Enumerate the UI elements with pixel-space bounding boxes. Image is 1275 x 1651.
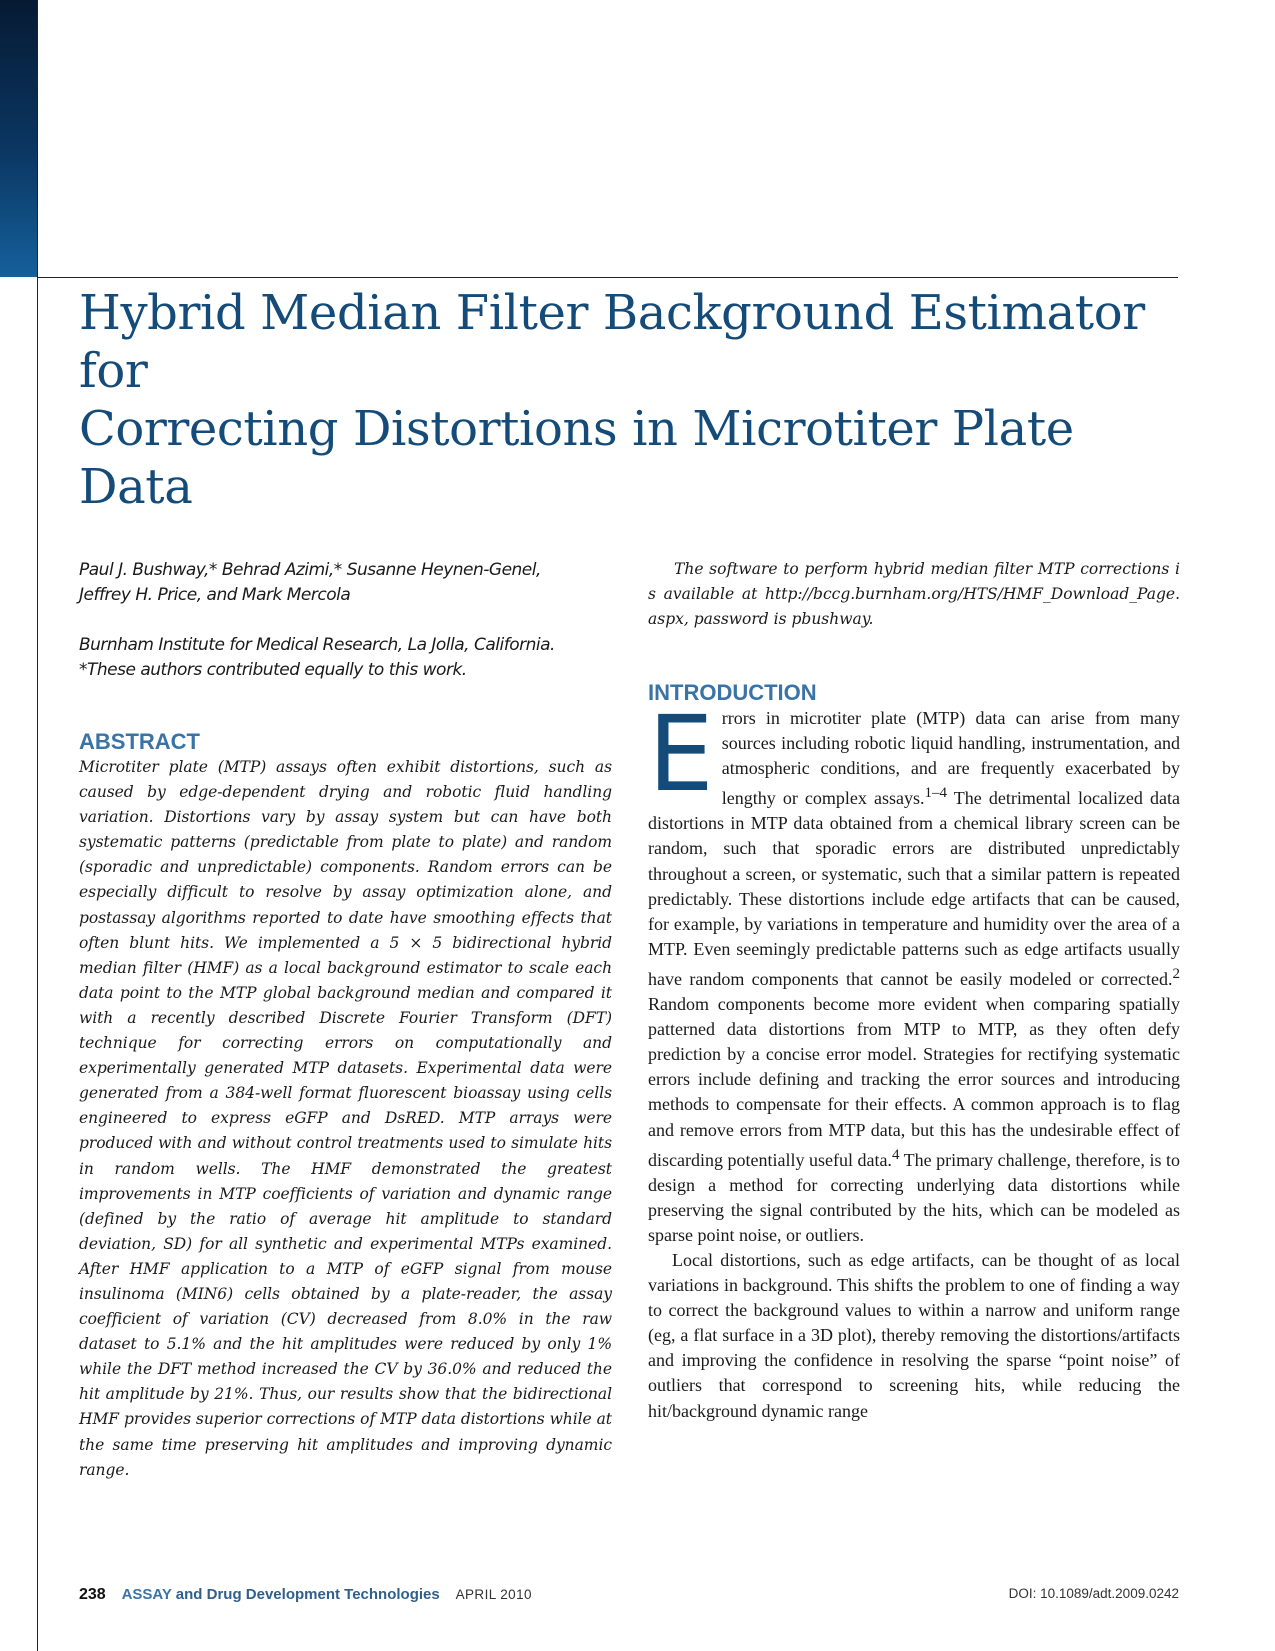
- drop-cap-letter: E: [648, 693, 714, 815]
- affiliation-line-2: *These authors contributed equally to this work.: [79, 660, 467, 680]
- header-color-band: [0, 0, 37, 277]
- page-number: 238: [79, 1586, 106, 1603]
- left-column: [79, 558, 612, 1483]
- citation-ref-1-4: 1–4: [924, 785, 947, 802]
- intro-text-end: The primary challenge, therefore, is to design a method for correcting underlying data distortions while preserving the signal contributed by the hits, which can be modeled as sparse point noise, or outliers.: [648, 1149, 1180, 1245]
- citation-ref-2: 2: [1172, 965, 1180, 982]
- introduction-heading: INTRODUCTION: [648, 680, 817, 705]
- intro-text-lead: rrors in microtiter plate (MTP) data can arise from many sources including robotic liquid handling, instrumentation, and atmospheric conditions, and are frequently exacerbated by lengthy or complex assays.: [721, 708, 1180, 809]
- article-title-line-2: Correcting Distortions in Microtiter Plate Data: [79, 401, 1074, 515]
- author-line-1: Paul J. Bushway,* Behrad Azimi,* Susanne Heynen-Genel,: [79, 560, 541, 580]
- introduction-paragraph-2: Local distortions, such as edge artifacts, can be thought of as local variations in background. This shifts the problem to one of finding a way to correct the background values to within a narrow and uniform range (eg, a flat surface in a 3D plot), thereby removing the distortions/artifacts and improving the confidence in resolving the sparse “point noise” of outliers that correspond to screening hits, while reducing the hit/background dynamic range: [648, 1249, 1180, 1421]
- page-footer: [79, 1583, 1179, 1605]
- introduction-paragraph-1: [648, 693, 1180, 1248]
- software-availability-note: The software to perform hybrid median filter MTP corrections is available at http://bccg.burnham.org/HTS/HMF_Download_Page.aspx, password is pbushway.: [648, 560, 1180, 628]
- journal-name-rest: and Drug Development Technologies: [175, 1586, 440, 1603]
- affiliation-line-1: Burnham Institute for Medical Research, La Jolla, California.: [79, 635, 555, 655]
- intro-text-mid: The detrimental localized data distortions in MTP data obtained from a chemical library screen can be random, such that sporadic errors are distributed unpredictably throughout a screen, or systematic, such that a similar pattern is repeated predictably. These distortions include edge artifacts that can be caused, for example, by variations in temperature and humidity over the area of a MTP. Even seemingly predictable patterns such as edge artifacts usually have random components that cannot be easily modeled or corrected.: [648, 788, 1180, 989]
- author-line-2: Jeffrey H. Price, and Mark Mercola: [79, 585, 351, 605]
- abstract-text: Microtiter plate (MTP) assays often exhibit distortions, such as caused by edge-dependent drying and robotic fluid handling variation. Distortions vary by assay system but can have both systematic patterns (predictable from plate to plate) and random (sporadic and unpredictable) components. Random errors can be especially difficult to resolve by assay optimization alone, and postassay algorithms reported to date have smoothing effects that often blunt hits. We implemented a 5 × 5 bidirectional hybrid median filter (HMF) as a local background estimator to scale each data point to the MTP global background median and compared it with a recently described Discrete Fourier Transform (DFT) technique for correcting errors on computationally and experimentally generated MTP datasets. Experimental data were generated from a 384-well format fluorescent bioassay using cells engineered to express eGFP and DsRED. MTP arrays were produced with and without control treatments used to simulate hits in random wells. The HMF demonstrated the greatest improvements in MTP coefficients of variation and dynamic range (defined by the ratio of average hit amplitude to standard deviation, SD) for all synthetic and experimental MTPs examined. After HMF application to a MTP of eGFP signal from mouse insulinoma (MIN6) cells obtained by a plate-reader, the assay coefficient of variation (CV) decreased from 8.0% in the raw dataset to 5.1% and the hit amplitudes were reduced by only 1% while the DFT method increased the CV by 36.0% and reduced the hit amplitude by 21%. Thus, our results show that the bidirectional HMF provides superior corrections of MTP data distortions while at the same time preserving hit amplitudes and improving dynamic range.: [79, 758, 612, 1479]
- author-list: [79, 558, 612, 608]
- intro-text-mid-2: Random components become more evident when comparing spatially patterned data distortions from MTP to MTP, as they often defy prediction by a concise error model. Strategies for rectifying systematic errors include defining and tracking the error sources and introducing methods to compensate for their effects. A common approach is to flag and remove errors from MTP data, but this has the undesirable effect of discarding potentially useful data.: [648, 994, 1180, 1170]
- affiliation: [79, 633, 612, 683]
- journal-name-assay: ASSAY: [121, 1586, 172, 1603]
- left-margin-rule: [37, 0, 38, 1651]
- title-rule: [37, 277, 1178, 278]
- article-title-line-1: Hybrid Median Filter Background Estimator for: [79, 285, 1145, 399]
- citation-ref-4: 4: [891, 1146, 900, 1163]
- article-title: [79, 284, 1179, 516]
- doi-reference: DOI: 10.1089/adt.2009.0242: [1008, 1586, 1179, 1601]
- right-column: [648, 558, 1180, 1424]
- abstract-heading: ABSTRACT: [79, 729, 200, 754]
- issue-date: APRIL 2010: [455, 1587, 532, 1602]
